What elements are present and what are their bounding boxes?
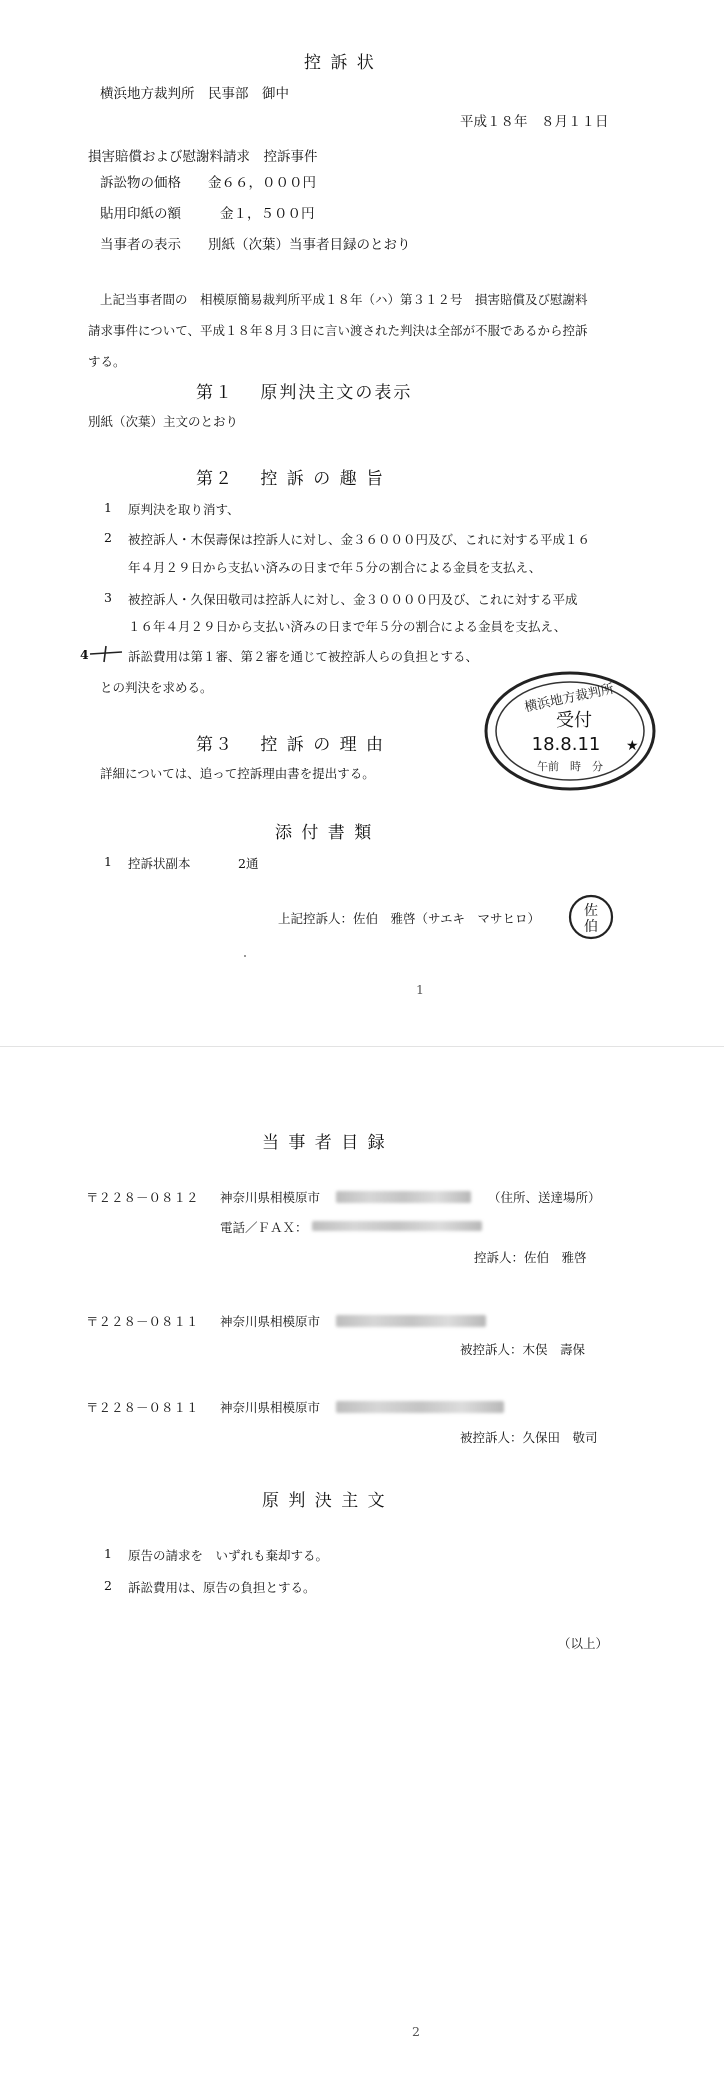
- page-number: 1: [416, 982, 424, 997]
- redacted-address: [336, 1315, 486, 1327]
- info-value: 金６６，０００円: [208, 175, 316, 191]
- section-2-heading: 第２ 控 訴 の 趣 旨: [196, 469, 386, 489]
- info-value: 金１，５００円: [220, 206, 315, 222]
- list-number: 2: [104, 530, 112, 545]
- party-role: 控訴人：佐伯 雅啓: [474, 1250, 587, 1265]
- appellant-signature: 上記控訴人：佐伯 雅啓（サエキ マサヒロ）: [278, 911, 541, 926]
- address-note: （住所、送達場所）: [488, 1190, 601, 1205]
- handwritten-strike-mark: [86, 644, 126, 664]
- info-label: 訴訟物の価格: [100, 175, 181, 191]
- stamp-court-name: 横浜地方裁判所: [523, 681, 616, 716]
- redacted-address: [336, 1191, 471, 1203]
- list-item-continued: １６年４月２９日から支払い済みの日まで年５分の割合による金員を支払え、: [128, 619, 567, 634]
- list-number: 1: [104, 854, 112, 869]
- redacted-address: [336, 1401, 504, 1413]
- list-number: 3: [104, 590, 112, 605]
- info-label: 当事者の表示: [100, 237, 181, 253]
- postal-code: 〒２２８－０８１１: [86, 1314, 199, 1329]
- section-3-body: 詳細については、追って控訴理由書を提出する。: [100, 766, 375, 781]
- postal-code: 〒２２８－０８１２: [86, 1190, 199, 1205]
- seal-text: 佐: [584, 903, 598, 919]
- stamp-date: 18.8.11: [531, 734, 601, 755]
- list-item: 原判決を取り消す、: [128, 502, 240, 517]
- end-mark: （以上）: [558, 1636, 609, 1651]
- page-divider: [0, 1046, 724, 1047]
- list-item-continued: 年４月２９日から支払い済みの日まで年５分の割合による金員を支払え、: [128, 560, 542, 575]
- court-reception-stamp: [482, 668, 658, 794]
- list-item: 被控訴人・木俣壽保は控訴人に対し、金３６０００円及び、これに対する平成１６: [128, 532, 591, 547]
- stamp-label: 受付: [556, 710, 592, 731]
- info-label: 貼用印紙の額: [100, 206, 181, 222]
- page-number: 2: [412, 2024, 420, 2039]
- list-item: 原告の請求を いずれも棄却する。: [128, 1548, 329, 1563]
- phone-label: 電話／ＦＡＸ：: [220, 1220, 308, 1235]
- address-city: 神奈川県相模原市: [220, 1190, 321, 1205]
- svg-text:伯: 伯: [584, 919, 598, 935]
- court-addressee: 横浜地方裁判所 民事部 御中: [100, 86, 289, 102]
- list-number: 1: [104, 1546, 112, 1561]
- case-name: 損害賠償および慰謝料請求 控訴事件: [88, 149, 318, 165]
- star-icon: ★: [626, 738, 639, 754]
- address-city: 神奈川県相模原市: [220, 1314, 321, 1329]
- attachment-name: 控訴状副本: [128, 856, 191, 871]
- redacted-phone: [312, 1221, 482, 1231]
- address-city: 神奈川県相模原市: [220, 1400, 321, 1415]
- judgment-title: 原 判 決 主 文: [262, 1491, 387, 1511]
- parties-list-title: 当 事 者 目 録: [262, 1133, 387, 1153]
- list-item: 訴訟費用は、原告の負担とする。: [128, 1580, 316, 1595]
- party-role: 被控訴人：木俣 壽保: [460, 1342, 586, 1357]
- list-item: 被控訴人・久保田敬司は控訴人に対し、金３００００円及び、これに対する平成: [128, 592, 578, 607]
- paragraph-line: 請求事件について、平成１８年８月３日に言い渡された判決は全部が不服であるから控訴: [88, 323, 588, 338]
- party-role: 被控訴人：久保田 敬司: [460, 1430, 598, 1445]
- list-number-handwritten: 4: [80, 647, 89, 662]
- list-item: 訴訟費用は第１審、第２審を通じて被控訴人らの負担とする、: [128, 649, 479, 664]
- section-1-body: 別紙（次葉）主文のとおり: [88, 414, 239, 429]
- paragraph-line: する。: [88, 354, 126, 369]
- document-title: 控 訴 状: [304, 53, 376, 73]
- section-1-heading: 第１ 原判決主文の表示: [196, 383, 413, 403]
- filing-date: 平成１８年 ８月１１日: [460, 114, 609, 130]
- claims-closing: との判決を求める。: [100, 680, 213, 695]
- paragraph-line: 上記当事者間の 相模原簡易裁判所平成１８年（ハ）第３１２号 損害賠償及び慰謝料: [100, 292, 588, 307]
- list-number: 2: [104, 1578, 112, 1593]
- list-number: 1: [104, 500, 112, 515]
- section-3-heading: 第３ 控 訴 の 理 由: [196, 735, 386, 755]
- attachments-heading: 添 付 書 類: [275, 823, 374, 843]
- postal-code: 〒２２８－０８１１: [86, 1400, 199, 1415]
- info-value: 別紙（次葉）当事者目録のとおり: [208, 237, 411, 253]
- attachment-quantity: 2通: [238, 856, 259, 871]
- stamp-time: 午前 時 分: [537, 760, 603, 773]
- scan-speck: [244, 955, 246, 957]
- personal-seal: [566, 892, 616, 942]
